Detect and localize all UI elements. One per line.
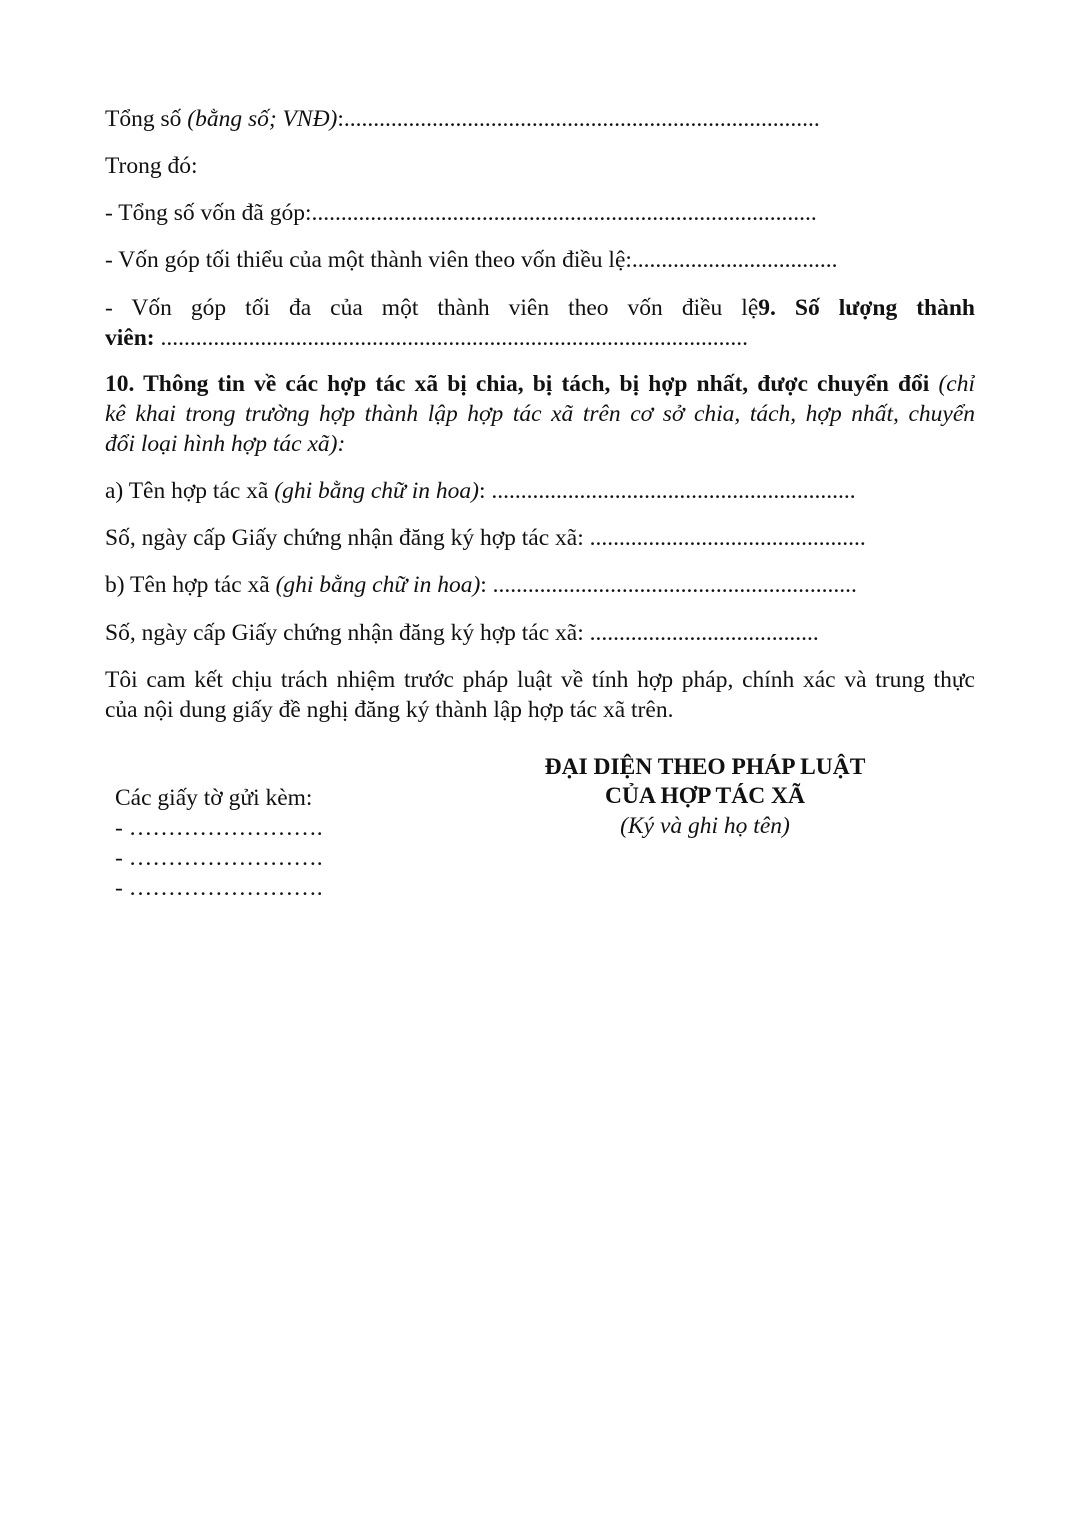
- coop-a-name-line: [105, 476, 975, 506]
- commitment-line-2: của nội dung giấy đề nghị đăng ký thành lập hợp tác xã trên.: [105, 697, 674, 723]
- signature-title-line-2: CỦA HỢP TÁC XÃ: [605, 783, 805, 809]
- commitment-paragraph: [105, 665, 975, 725]
- of-which-line: Trong đó:: [105, 153, 198, 179]
- signature-title-line-1: ĐẠI DIỆN THEO PHÁP LUẬT: [544, 754, 866, 780]
- coop-b-name-blank: : ..............................................................: [480, 572, 857, 598]
- attachment-item: - …………………….: [115, 875, 323, 901]
- members-heading-cont: viên:: [105, 325, 155, 351]
- signature-note: (Ký và ghi họ tên): [620, 813, 790, 839]
- total-capital-label: Tổng số: [105, 106, 188, 132]
- section-10-heading: 10. Thông tin về các hợp tác xã bị chia, bị tách, bị hợp nhất, được chuyển đổi: [105, 371, 930, 397]
- coop-a-name-hint: (ghi bằng chữ in hoa): [274, 478, 479, 504]
- contributed-capital-line: [105, 198, 975, 228]
- section-10-block: [105, 369, 975, 459]
- total-capital-blank: :.................................................................................: [337, 106, 820, 132]
- min-capital-blank: ...................................: [631, 247, 838, 273]
- members-heading: 9. Số lượng thành: [758, 295, 976, 321]
- section-10-hint-line-3: đổi loại hình hợp tác xã):: [105, 431, 346, 457]
- coop-b-name-line: [105, 570, 975, 600]
- coop-b-cert-line: [105, 618, 975, 648]
- coop-b-cert-blank: .......................................: [589, 620, 819, 646]
- coop-b-cert-label: Số, ngày cấp Giấy chứng nhận đăng ký hợp tác xã:: [105, 620, 590, 646]
- attachment-item: - …………………….: [115, 845, 323, 871]
- members-blank: ....................................................................................................: [154, 325, 748, 351]
- max-capital-label: - Vốn góp tối đa của một thành viên theo vốn điều lệ: [105, 295, 759, 321]
- coop-a-cert-line: [105, 523, 975, 553]
- section-10-hint-line-2: kê khai trong trường hợp thành lập hợp tác xã trên cơ sở chia, tách, hợp nhất, chuyển: [105, 401, 975, 427]
- max-capital-and-members-block: [105, 293, 975, 353]
- coop-a-name-blank: : ..............................................................: [478, 478, 856, 504]
- total-capital-hint: (bằng số; VNĐ): [187, 106, 338, 132]
- min-capital-line: [105, 245, 975, 275]
- commitment-line-1: Tôi cam kết chịu trách nhiệm trước pháp luật về tính hợp pháp, chính xác và trung thực: [105, 667, 975, 693]
- coop-a-cert-blank: ...............................................: [589, 525, 866, 551]
- min-capital-label: - Vốn góp tối thiểu của một thành viên theo vốn điều lệ:: [105, 247, 632, 273]
- total-capital-line: [105, 104, 975, 134]
- attachments-label: Các giấy tờ gửi kèm:: [115, 785, 313, 811]
- members-line: [105, 323, 975, 353]
- coop-b-name-hint: (ghi bằng chữ in hoa): [275, 572, 481, 598]
- coop-b-name-label: b) Tên hợp tác xã: [105, 572, 276, 598]
- section-10-hint: (chỉ: [938, 371, 976, 397]
- coop-a-cert-label: Số, ngày cấp Giấy chứng nhận đăng ký hợp tác xã:: [105, 525, 590, 551]
- coop-a-name-label: a) Tên hợp tác xã: [105, 478, 275, 504]
- attachment-item: - …………………….: [115, 815, 323, 841]
- section-10-heading-line: [105, 369, 975, 399]
- contributed-capital-label: - Tổng số vốn đã góp:: [105, 200, 312, 226]
- max-capital-line: [105, 293, 975, 323]
- contributed-capital-blank: ......................................................................................: [311, 200, 817, 226]
